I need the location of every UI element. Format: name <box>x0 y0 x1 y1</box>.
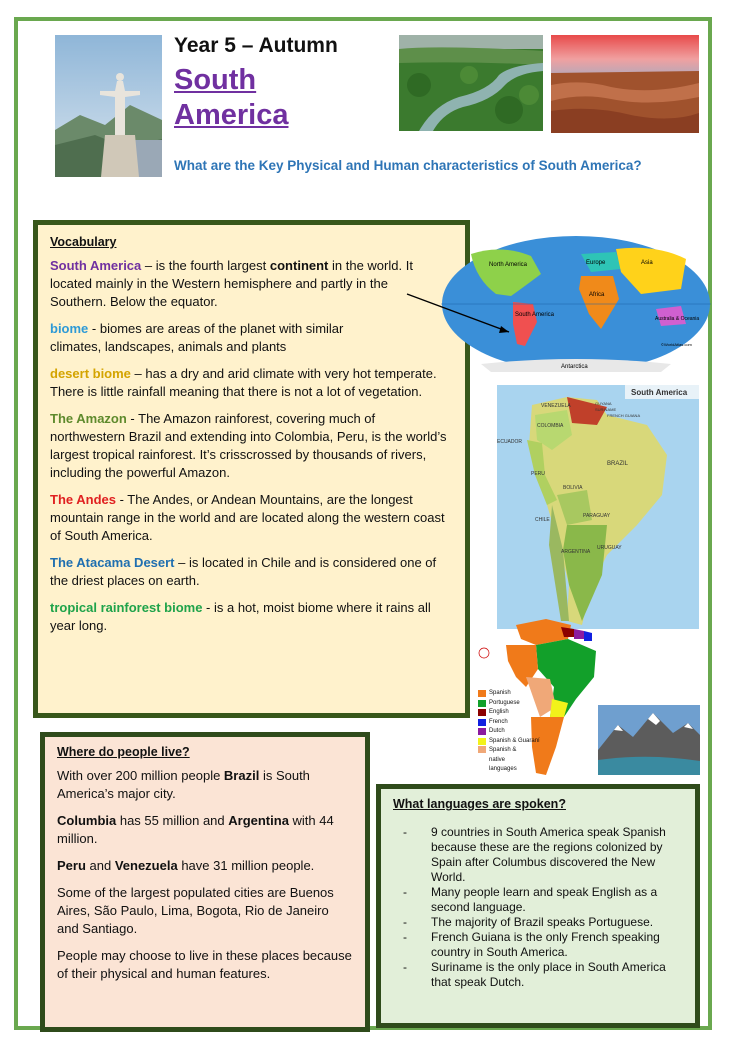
world-map-label-eu: Europe <box>586 260 606 266</box>
legend-swatch-portuguese <box>478 700 486 707</box>
vocab-atacama: The Atacama Desert – is located in Chile and is considered one of the driest places on earth. <box>50 555 437 588</box>
south-america-map <box>497 385 699 629</box>
sa-map-country-guyana: GUYANA <box>595 401 612 406</box>
language-item: - Many people learn and speak English as a second language. <box>403 885 658 914</box>
sa-map-country-venezuela: VENEZUELA <box>541 403 571 409</box>
language-item: - 9 countries in South America speak Spanish because these are the regions colonized by Spain after Columbus discovered the New World. <box>403 825 666 884</box>
languages-panel <box>376 784 700 1028</box>
world-map-label-africa: Africa <box>589 292 605 298</box>
legend-swatch-french <box>478 719 486 726</box>
pointer-arrow <box>405 290 515 340</box>
sa-map-country-ecuador: ECUADOR <box>497 439 523 445</box>
sa-map-country-peru: PERU <box>531 471 545 477</box>
language-legend <box>478 689 540 775</box>
vocab-south-america: South America – is the fourth largest continent in the world. It located mainly in the Western hemisphere and partly in the Southern. Below the equator. <box>50 258 413 309</box>
legend-swatch-spanish-guarani <box>478 738 486 745</box>
vocab-amazon: The Amazon - The Amazon rainforest, covering much of northwestern Brazil and extending into Colombia, Peru, is the world’s largest tropical rainforest. It’s crisscrossed by thousands of rivers, including the powerful Amazon. <box>50 411 447 480</box>
vocabulary-heading: Vocabulary <box>50 235 117 249</box>
legend-item-portuguese: Portuguese <box>478 699 540 709</box>
title-line-1: South <box>174 64 257 96</box>
vocab-biome: biome - biomes are areas of the planet with similar climates, landscapes, animals and plants <box>50 321 344 354</box>
year-heading: Year 5 – Autumn <box>174 34 338 57</box>
amazon-rainforest-photo <box>399 35 543 131</box>
people-brazil: With over 200 million people Brazil is South America’s major city. <box>57 768 310 801</box>
vocab-desert-biome: desert biome – has a dry and arid climate with very hot temperate. There is little rainfall meaning that there is not a lot of vegetation. <box>50 366 437 399</box>
christ-redeemer-photo <box>55 35 162 177</box>
language-item: - French Guiana is the only French speaking country in South America. <box>403 930 660 959</box>
sa-map-country-french-guiana: FRENCH GUIANA <box>607 413 641 418</box>
vocab-andes: The Andes - The Andes, or Andean Mountains, are the longest mountain range in the world and are located along the western coast of South America. <box>50 492 445 543</box>
legend-item-english: English <box>478 708 540 718</box>
legend-item-spanish-native: Spanish & native languages <box>478 746 540 775</box>
andes-mountain-photo <box>598 705 700 775</box>
people-reasons: People may choose to live in these places because of their physical and human features. <box>57 948 352 981</box>
where-people-live-panel <box>40 732 370 1032</box>
people-largest-cities: Some of the largest populated cities are Buenos Aires, São Paulo, Lima, Bogota, Rio de Janeiro and Santiago. <box>57 885 334 936</box>
people-columbia-argentina: Columbia has 55 million and Argentina with 44 million. <box>57 813 334 846</box>
sa-map-country-brazil: BRAZIL <box>607 461 629 467</box>
legend-swatch-spanish <box>478 690 486 697</box>
sa-map-title: South America <box>631 388 688 397</box>
people-heading: Where do people live? <box>57 745 190 759</box>
languages-heading: What languages are spoken? <box>393 797 566 811</box>
world-map-credit: ©WorldAtlas.com <box>661 342 692 347</box>
legend-swatch-english <box>478 709 486 716</box>
world-map-label-asia: Asia <box>641 260 653 266</box>
legend-item-dutch: Dutch <box>478 727 540 737</box>
language-item: - The majority of Brazil speaks Portuguese. <box>403 915 654 929</box>
legend-swatch-dutch <box>478 728 486 735</box>
page-title <box>174 63 288 133</box>
world-map-label-sa: South America <box>515 312 555 318</box>
legend-item-spanish: Spanish <box>478 689 540 699</box>
people-peru-venezuela: Peru and Venezuela have 31 million people. <box>57 858 315 873</box>
atacama-desert-photo <box>551 35 699 133</box>
sa-map-country-chile: CHILE <box>535 517 550 523</box>
vocab-tropical-rainforest: tropical rainforest biome - is a hot, moist biome where it rains all year long. <box>50 600 431 633</box>
sa-map-country-paraguay: PARAGUAY <box>583 513 611 519</box>
title-line-2: America <box>174 99 289 131</box>
world-map-label-na: North America <box>489 262 528 268</box>
legend-swatch-spanish-native <box>478 746 486 753</box>
key-question: What are the Key Physical and Human characteristics of South America? <box>174 158 642 173</box>
sa-map-country-bolivia: BOLIVIA <box>563 485 583 491</box>
sa-map-country-suriname: SURINAME <box>595 407 617 412</box>
sa-map-country-colombia: COLOMBIA <box>537 423 564 429</box>
language-item: - Suriname is the only place in South America that speak Dutch. <box>403 960 666 989</box>
world-map-label-oceania: Australia & Oceania <box>655 316 700 322</box>
legend-item-spanish-guarani: Spanish & Guaraní <box>478 737 540 747</box>
legend-item-french: French <box>478 718 540 728</box>
world-map-label-antarctica: Antarctica <box>561 364 588 370</box>
sa-map-country-uruguay: URUGUAY <box>597 545 622 551</box>
sa-map-country-argentina: ARGENTINA <box>561 549 591 555</box>
